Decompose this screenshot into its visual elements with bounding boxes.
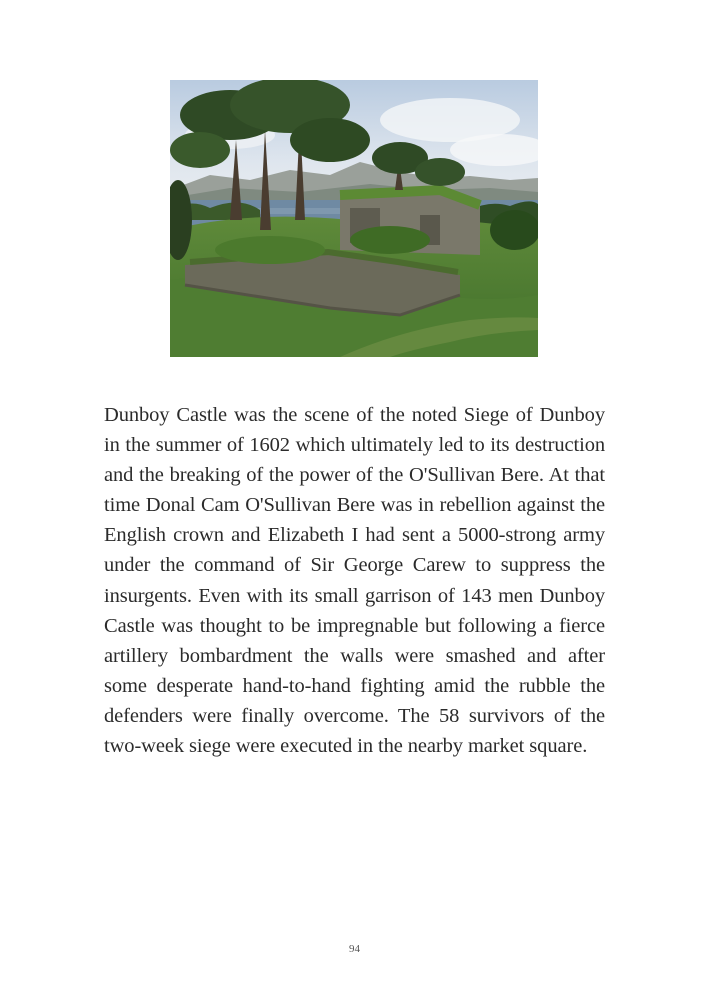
page-number: 94 <box>349 943 360 955</box>
body-paragraph: Dunboy Castle was the scene of the noted Siege of Dunboy in the summer of 1602 which ultimately led to its destruction and the breaking of the power of the O'Sullivan Bere. At that time Donal Cam O'Sullivan Bere was in rebellion against the English crown and Elizabeth I had sent a 5000-strong army under the command of Sir George Carew to suppress the insurgents. Even with its small garrison of 143 men Dunboy Castle was thought to be impregnable but following a fierce artillery bombardment the walls were smashed and after some desperate hand-to-hand fighting amid the rubble the defenders were finally overcome. The 58 survivors of the two-week siege were executed in the nearby market square. <box>104 404 605 758</box>
castle-ruins-photo <box>170 80 538 357</box>
